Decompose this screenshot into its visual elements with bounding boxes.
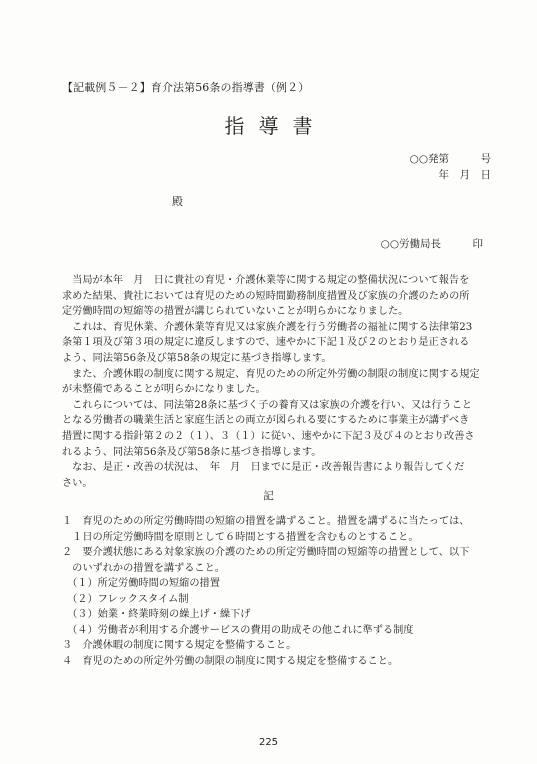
body-line: となる労働者の職業生活と家庭生活との両立が図られる要にするために事業主が講ずべき	[62, 415, 470, 427]
item-line: のいずれかの措置を講ずること。	[62, 562, 225, 574]
body-line: なお、是正・改善の状況は、 年 月 日までに是正・改善報告書により報告してくだ	[62, 462, 465, 474]
body-line: 定労働時間の短縮等の措置が講じられていないことが明らかになりました。	[62, 306, 409, 318]
item-line: （４）労働者が利用する介護サービスの費用の助成その他これに準ずる制度	[62, 624, 414, 636]
addressee: 殿	[172, 195, 183, 208]
body-line: れるよう、同法第56条及び第58条に基づき指導します。	[62, 446, 322, 458]
item-line: （１）所定労働時間の短縮の措置	[62, 578, 220, 589]
ki-heading: 記	[263, 490, 274, 502]
body-line: 措置に関する指針第２の２（１）、３（１）に従い、速やかに下記３及び４のとおり改善さ	[62, 430, 475, 442]
body-line: これは、育児休業、介護休業等育児又は家族介護を行う労働者の福祉に関する法律第23	[62, 321, 473, 333]
body-text	[62, 273, 502, 491]
body-line: よう、同法第56条及び第58条の規定に基づき指導します。	[62, 352, 332, 364]
issuer-signature: ○○労働局長 印	[380, 238, 483, 250]
document-title: 指導書	[224, 114, 327, 138]
issue-number: ○○発第 号	[409, 153, 491, 165]
item-line: ２ 要介護状態にある対象家族の介護のための所定労働時間の短縮等の措置として、以下	[62, 547, 470, 558]
example-header: 【記載例５－２】育介法第56条の指導書（例２）	[62, 81, 310, 94]
body-line: 条第１項及び第３項の規定に違反しますので、速やかに下記１及び２のとおり是正される	[62, 337, 470, 349]
item-list	[62, 514, 502, 669]
body-line: さい。	[62, 477, 93, 489]
item-line: （３）始業・終業時刻の繰上げ・繰下げ	[62, 609, 251, 620]
item-line: １ 育児のための所定労働時間の短縮の措置を講ずること。措置を講ずるに当たっては、	[62, 516, 470, 527]
item-line: １日の所定労働時間を原則として６時間とする措置を含むものとすること。	[62, 531, 419, 543]
body-line: 求めた結果、貴社においては育児のための短時間勤務制度措置及び家族の介護のための所	[62, 290, 470, 302]
issue-date: 年 月 日	[438, 169, 491, 181]
item-line: ４ 育児のための所定外労働の制限の制度に関する規定を整備すること。	[62, 655, 399, 667]
body-line: が未整備であることが明らかになりました。	[62, 384, 266, 396]
page-number: 225	[258, 737, 279, 748]
body-line: また、介護休暇の制度に関する規定、育児のための所定外労働の制限の制度に関する規定	[62, 368, 480, 380]
body-line: 当局が本年 月 日に貴社の育児・介護休業等に関する規定の整備状況について報告を	[62, 275, 470, 286]
body-line: これらについては、同法第28条に基づく子の養育又は家族の介護を行い、又は行うこと	[62, 399, 473, 411]
item-line: ３ 介護休暇の制度に関する規定を整備すること。	[62, 640, 297, 651]
item-line: （２）フレックスタイム制	[62, 593, 189, 605]
